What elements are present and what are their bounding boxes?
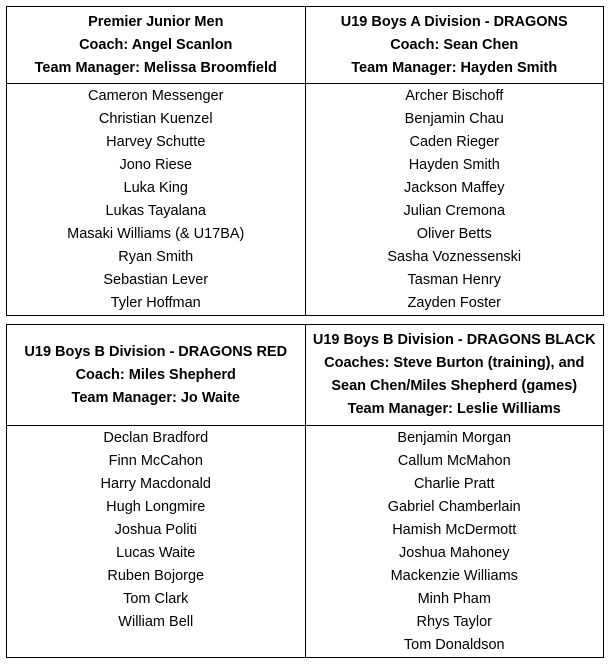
- team-header-u19-b-dragons-red: [7, 325, 306, 426]
- coach-line: Coach: Sean Chen: [390, 36, 519, 53]
- team-manager-line: Team Manager: Leslie Williams: [347, 401, 561, 417]
- player-name: Minh Pham: [417, 591, 491, 607]
- player-name: Tom Clark: [123, 591, 189, 607]
- team-manager-line: Team Manager: Melissa Broomfield: [34, 59, 277, 76]
- team-header-u19-b-dragons-black: [305, 325, 604, 426]
- player-name: Charlie Pratt: [413, 476, 495, 492]
- team-name: U19 Boys B Division - DRAGONS RED: [24, 343, 288, 360]
- player-name: Christian Kuenzel: [98, 111, 213, 127]
- team-manager-line: Team Manager: Jo Waite: [71, 389, 240, 406]
- player-name: Benjamin Morgan: [397, 430, 512, 446]
- roster-u19-b-dragons-black: [305, 426, 604, 658]
- roster-premier-junior-men: [7, 84, 306, 316]
- player-name: Jono Riese: [119, 157, 193, 173]
- team-header-premier-junior-men: [7, 7, 306, 84]
- player-name: Caden Rieger: [409, 134, 499, 150]
- player-name: Rhys Taylor: [416, 614, 492, 630]
- coach-line: Coach: Miles Shepherd: [75, 366, 236, 383]
- player-list: [7, 427, 305, 634]
- team-table-1: [6, 6, 604, 316]
- player-name: Zayden Foster: [407, 295, 501, 311]
- team-manager-line: Team Manager: Hayden Smith: [351, 59, 558, 76]
- player-name: Sebastian Lever: [103, 272, 209, 288]
- player-name: Lukas Tayalana: [105, 203, 206, 219]
- player-name: Tom Donaldson: [403, 637, 505, 653]
- player-name: Ryan Smith: [118, 249, 194, 265]
- player-name: Hayden Smith: [408, 157, 500, 173]
- player-name: Harry Macdonald: [100, 476, 211, 492]
- roster-u19-b-dragons-red: [7, 426, 306, 658]
- coaches-line-continued: Sean Chen/Miles Shepherd (games): [331, 378, 578, 394]
- roster-row: [7, 84, 604, 316]
- player-name: Gabriel Chamberlain: [387, 499, 521, 515]
- player-list: [306, 85, 604, 315]
- player-name: Julian Cremona: [403, 203, 506, 219]
- player-name: Finn McCahon: [108, 453, 203, 469]
- player-name: Lucas Waite: [116, 545, 196, 561]
- team-name: U19 Boys A Division - DRAGONS: [340, 13, 568, 30]
- team-table-2: [6, 324, 604, 658]
- player-name: Benjamin Chau: [404, 111, 504, 127]
- player-name: Jackson Maffey: [404, 180, 505, 196]
- player-name: Oliver Betts: [416, 226, 492, 242]
- header-row: [7, 7, 604, 84]
- player-name: William Bell: [118, 614, 194, 630]
- player-name: Sasha Voznessenski: [387, 249, 522, 265]
- player-name: Harvey Schutte: [106, 134, 206, 150]
- player-name: Hamish McDermott: [392, 522, 517, 538]
- player-name: Declan Bradford: [103, 430, 209, 446]
- player-name: Archer Bischoff: [405, 88, 504, 104]
- player-name: Masaki Williams (& U17BA): [67, 226, 245, 242]
- roster-row: [7, 426, 604, 658]
- team-header-u19-a-dragons: [305, 7, 604, 84]
- roster-u19-a-dragons: [305, 84, 604, 316]
- coaches-line: Coaches: Steve Burton (training), and: [324, 355, 585, 371]
- player-name: Callum McMahon: [397, 453, 511, 469]
- player-name: Tasman Henry: [407, 272, 501, 288]
- player-name: Joshua Politi: [114, 522, 197, 538]
- player-name: Cameron Messenger: [88, 88, 224, 104]
- player-name: Tyler Hoffman: [110, 295, 201, 311]
- player-name: Mackenzie Williams: [390, 568, 518, 584]
- player-name: Ruben Bojorge: [107, 568, 205, 584]
- team-name: Premier Junior Men: [88, 13, 224, 30]
- player-name: Hugh Longmire: [106, 499, 206, 515]
- coach-line: Coach: Angel Scanlon: [79, 36, 233, 53]
- player-list: [306, 427, 604, 657]
- player-list: [7, 85, 305, 315]
- player-name: Joshua Mahoney: [399, 545, 510, 561]
- player-name: Luka King: [123, 180, 188, 196]
- team-name: U19 Boys B Division - DRAGONS BLACK: [312, 332, 596, 348]
- header-row: [7, 325, 604, 426]
